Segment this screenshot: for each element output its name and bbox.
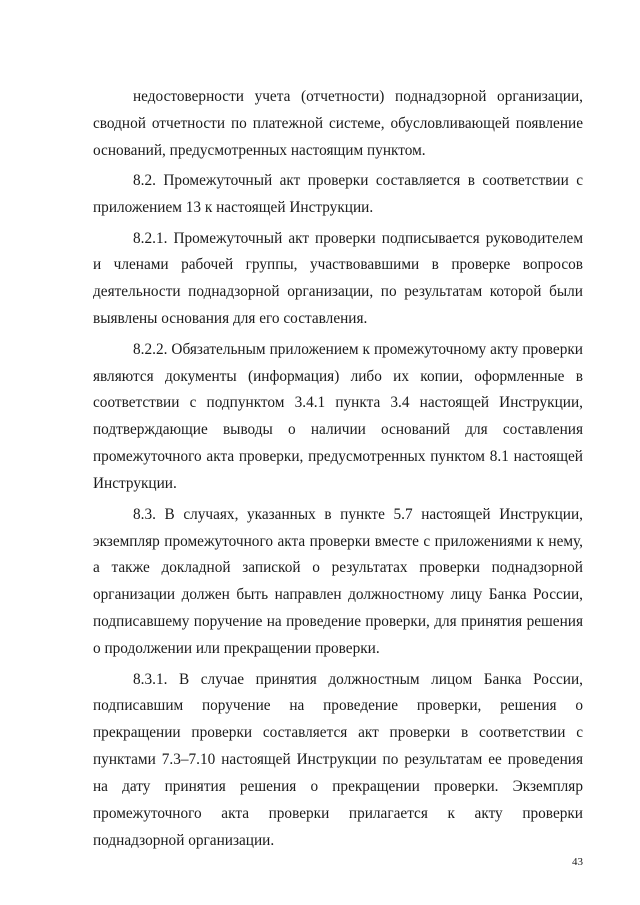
paragraph-8-2: 8.2. Промежуточный акт проверки составляется в соответствии с приложением 13 к настоящей Инструкции. [93, 172, 583, 217]
paragraph-8-2-2: 8.2.2. Обязательным приложением к промежуточному акту проверки являются документы (информация) либо их копии, оформленные в соответствии с подпунктом 3.4.1 пункта 3.4 настоящей Инструкции, подтверждающие выводы о наличии оснований для составления промежуточного акта проверки, предусмотренных пунктом 8.1 настоящей Инструкции. [93, 340, 583, 493]
paragraph-8-3-1: 8.3.1. В случае принятия должностным лицом Банка России, подписавшим поручение на проведение проверки, решения о прекращении проверки составляется акт проверки в соответствии с пунктами 7.3–7.10 настоящей Инструкции по результатам ее проведения на дату принятия решения о прекращении проверки. Экземпляр промежуточного акта проверки прилагается к акту проверки поднадзорной организации. [93, 670, 583, 849]
page-number: 43 [572, 856, 583, 868]
paragraph-8-3: 8.3. В случаях, указанных в пункте 5.7 настоящей Инструкции, экземпляр промежуточного акта проверки вместе с приложениями к нему, а также докладной запиской о результатах проверки поднадзорной организации должен быть направлен должностному лицу Банка России, подписавшему поручение на проведение проверки, для принятия решения о продолжении или прекращении проверки. [93, 505, 583, 658]
paragraph-8-2-1: 8.2.1. Промежуточный акт проверки подписывается руководителем и членами рабочей группы, участвовавшими в проверке вопросов деятельности поднадзорной организации, по результатам которой были выявлены основания для его составления. [93, 229, 583, 328]
paragraph-continuation: недостоверности учета (отчетности) поднадзорной организации, сводной отчетности по платежной системе, обусловливающей появление оснований, предусмотренных настоящим пунктом. [93, 88, 583, 159]
body-text [93, 84, 583, 855]
